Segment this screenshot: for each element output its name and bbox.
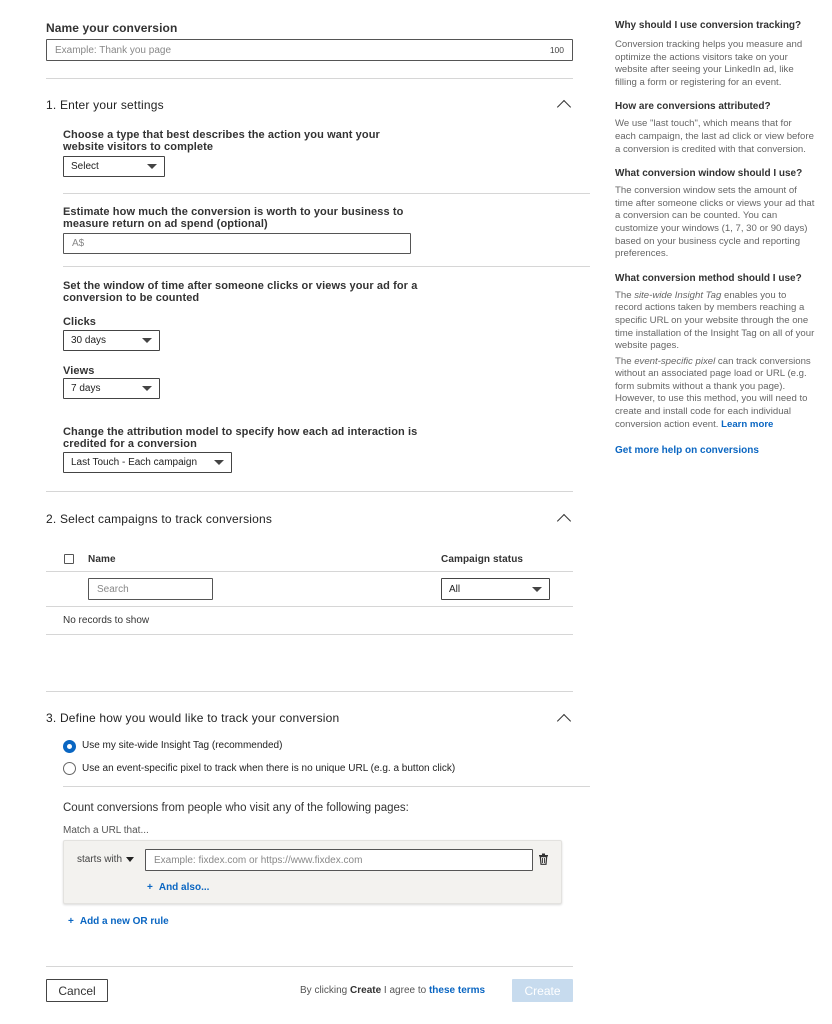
help-question-4: What conversion method should I use? — [615, 272, 802, 284]
answer-4b-pre: The — [615, 355, 635, 367]
divider — [46, 691, 573, 692]
answer-4b-em: event-specific pixel — [634, 355, 716, 367]
count-conversions-label: Count conversions from people who visit any of the following pages: — [63, 802, 409, 814]
trash-icon[interactable] — [538, 853, 549, 865]
campaign-status-select[interactable] — [441, 578, 550, 600]
terms-agreement-text — [300, 985, 485, 996]
and-also-link[interactable] — [147, 882, 209, 893]
conversion-type-label: Choose a type that best describes the action you want your website visitors to complete — [63, 129, 380, 153]
conversion-window-label: Set the window of time after someone clicks or views your ad for a conversion to be counted — [63, 280, 418, 304]
help-answer-3: The conversion window sets the amount of time after someone clicks or views your ad that a conversion can be counted. You can customize your windows (1, 7, 30 or 90 days) based on your business cycle and reporting preferences. — [615, 185, 815, 260]
chevron-up-icon[interactable] — [557, 514, 571, 528]
attribution-model-label: Change the attribution model to specify how each ad interaction is credited for a conversion — [63, 426, 418, 450]
clicks-window-value: 30 days — [71, 335, 107, 346]
name-column-header: Name — [88, 554, 116, 565]
chevron-up-icon[interactable] — [557, 100, 571, 114]
agree-mid: I agree to — [381, 985, 429, 996]
url-input-placeholder: Example: fixdex.com or https://www.fixdex.com — [154, 854, 363, 866]
help-question-2: How are conversions attributed? — [615, 101, 771, 113]
divider — [63, 786, 590, 787]
name-conversion-label: Name your conversion — [46, 21, 178, 35]
chevron-down-icon — [142, 386, 152, 391]
divider — [46, 571, 573, 572]
clicks-label: Clicks — [63, 316, 97, 328]
help-answer-2: We use "last touch", which means that for each campaign, the last ad click or view before a conversion is credited with that conversion. — [615, 118, 814, 155]
attribution-model-value: Last Touch - Each campaign — [71, 457, 198, 468]
answer-4a-pre: The — [615, 289, 635, 301]
chevron-down-icon — [126, 857, 134, 862]
divider — [46, 606, 573, 607]
conversion-value-label: Estimate how much the conversion is worth to your business to measure return on ad spend (optional) — [63, 206, 404, 230]
event-pixel-radio[interactable] — [63, 762, 76, 775]
rule-operator-dropdown[interactable] — [77, 854, 134, 865]
clicks-window-select[interactable] — [63, 330, 160, 351]
chevron-down-icon — [214, 460, 224, 465]
chevron-down-icon — [147, 164, 157, 169]
rule-operator-value: starts with — [77, 854, 123, 865]
attribution-model-select[interactable] — [63, 452, 232, 473]
agree-prefix: By clicking — [300, 985, 351, 996]
url-input[interactable] — [145, 849, 533, 871]
add-or-rule-link[interactable] — [68, 916, 169, 927]
answer-4a-post: enables you to record actions taken by members reaching a specific URL on your website through the one time installation of the Insight Tag on all of your website pages. — [615, 289, 815, 352]
help-sidebar — [615, 20, 815, 456]
help-answer-4a — [615, 290, 815, 353]
views-window-value: 7 days — [71, 383, 101, 394]
select-all-checkbox[interactable] — [64, 554, 74, 564]
divider — [46, 78, 573, 79]
settings-section-title: 1. Enter your settings — [46, 98, 164, 112]
help-answer-4b — [615, 356, 815, 432]
add-or-rule-label: Add a new OR rule — [79, 916, 169, 927]
conversion-type-value: Select — [71, 161, 99, 172]
conversion-name-placeholder: Example: Thank you page — [55, 44, 172, 56]
conversion-name-input[interactable] — [46, 39, 573, 61]
insight-tag-radio[interactable] — [63, 740, 76, 753]
divider — [63, 193, 590, 194]
and-also-label: And also... — [158, 882, 210, 893]
conversion-value-placeholder: A$ — [72, 238, 85, 249]
campaign-search-placeholder: Search — [97, 583, 129, 595]
help-question-1: Why should I use conversion tracking? — [615, 20, 802, 31]
event-pixel-option-label: Use an event-specific pixel to track when there is no unique URL (e.g. a button click) — [82, 763, 456, 774]
chevron-up-icon[interactable] — [557, 714, 571, 728]
campaign-status-value: All — [449, 583, 461, 595]
divider — [46, 491, 573, 492]
divider — [63, 266, 590, 267]
chevron-down-icon — [532, 587, 542, 592]
campaign-status-column-header: Campaign status — [441, 554, 524, 565]
help-answer-1: Conversion tracking helps you measure and optimize the actions visitors take on your website after seeing your LinkedIn ad, like filling a form or registering for an event. — [615, 39, 803, 88]
cancel-button[interactable]: Cancel — [46, 979, 108, 1002]
tracking-section-title: 3. Define how you would like to track your conversion — [46, 711, 340, 725]
views-window-select[interactable] — [63, 378, 160, 399]
char-limit-counter: 100 — [549, 45, 564, 55]
answer-4a-em: site-wide Insight Tag — [634, 289, 722, 301]
answer-4b-post: can track conversions without an associated page load or URL (e.g. form submits without a thank you page). However, to use this method, you will need to create and install code for each individual conversion action event. — [615, 355, 811, 430]
campaign-search-input[interactable] — [88, 578, 213, 600]
insight-tag-option-label: Use my site-wide Insight Tag (recommended) — [82, 740, 283, 751]
match-url-label: Match a URL that... — [63, 825, 149, 836]
help-question-3: What conversion window should I use? — [615, 168, 803, 180]
divider — [46, 634, 573, 635]
chevron-down-icon — [142, 338, 152, 343]
conversion-value-input[interactable] — [63, 233, 411, 254]
conversion-type-select[interactable] — [63, 156, 165, 177]
views-label: Views — [63, 365, 95, 377]
empty-records-text: No records to show — [63, 615, 150, 626]
learn-more-link[interactable]: Learn more — [721, 418, 774, 430]
create-button[interactable]: Create — [512, 979, 573, 1002]
terms-link[interactable]: these terms — [428, 985, 486, 996]
help-conversions-link[interactable]: Get more help on conversions — [615, 445, 759, 457]
plus-icon: + — [68, 916, 74, 927]
agree-create-word: Create — [350, 985, 382, 996]
campaigns-section-title: 2. Select campaigns to track conversions — [46, 512, 273, 526]
plus-icon: + — [147, 882, 153, 893]
divider — [46, 966, 573, 967]
